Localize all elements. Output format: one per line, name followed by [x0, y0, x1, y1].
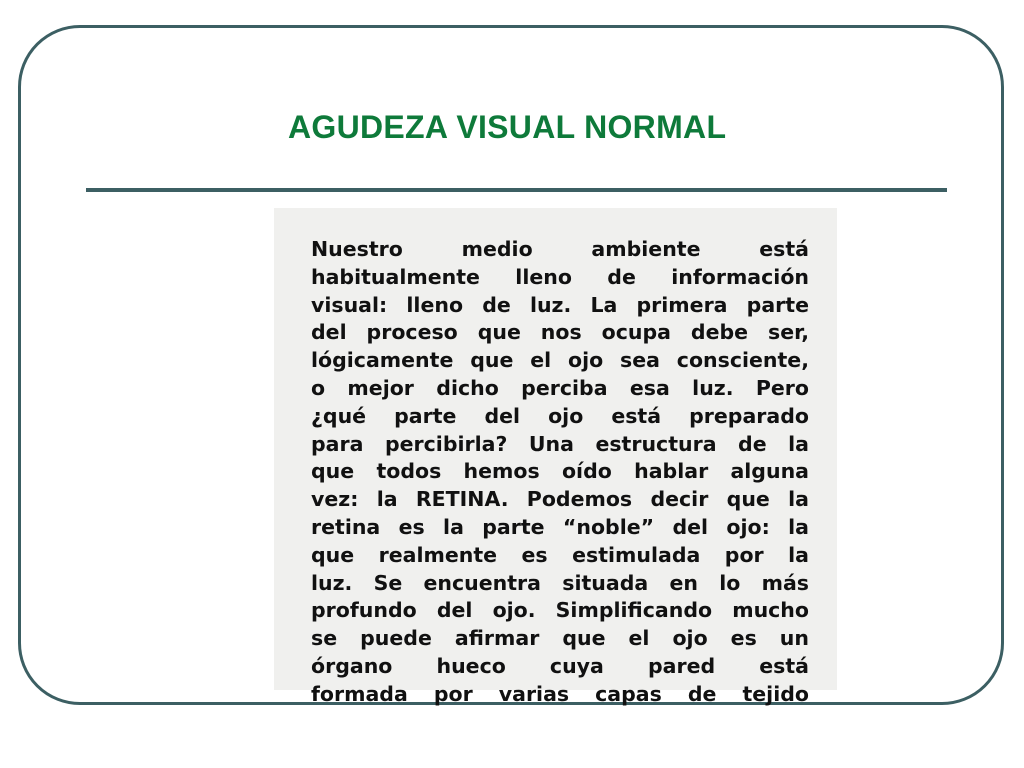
scanned-line: formada por varias capas de tejido	[311, 681, 809, 706]
scanned-line: visual: lleno de luz. La primera parte	[311, 292, 809, 317]
scanned-line: o mejor dicho perciba esa luz. Pero	[311, 375, 809, 400]
scanned-line: Nuestro medio ambiente está	[311, 237, 809, 261]
scanned-line: para percibirla? Una estructura de la	[311, 431, 809, 456]
scanned-line: profundo del ojo. Simplificando mucho	[311, 598, 809, 623]
scanned-line: del proceso que nos ocupa debe ser,	[311, 320, 809, 345]
scanned-line: que realmente es estimulada por la	[311, 542, 809, 567]
scanned-line: habitualmente lleno de información	[311, 264, 809, 289]
scanned-line: ¿qué parte del ojo está preparado	[311, 403, 809, 428]
slide-title: AGUDEZA VISUAL NORMAL	[288, 109, 727, 145]
scanned-line: vez: la RETINA. Podemos decir que la	[311, 487, 809, 512]
scanned-text-image	[274, 208, 837, 706]
scanned-line: luz. Se encuentra situada en lo más	[311, 570, 809, 595]
scanned-line: se puede afirmar que el ojo es un	[311, 626, 809, 651]
scanned-line: que todos hemos oído hablar alguna	[311, 459, 809, 484]
title-divider	[86, 188, 947, 192]
scanned-paragraph	[311, 236, 809, 709]
scanned-line: lógicamente que el ojo sea consciente,	[311, 348, 809, 373]
scanned-line: retina es la parte “noble” del ojo: la	[311, 514, 809, 539]
scanned-line: órgano hueco cuya pared está	[311, 653, 809, 678]
